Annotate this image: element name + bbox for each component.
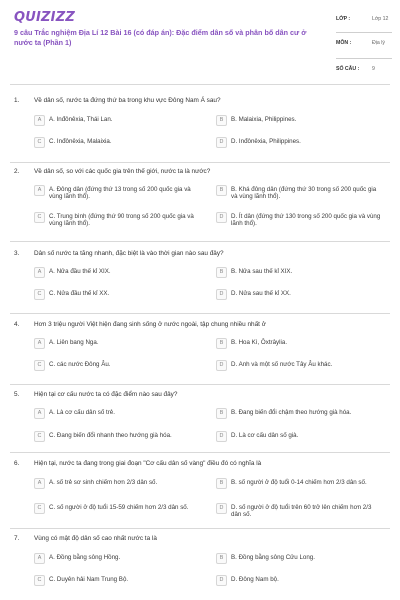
meta-label: MÔN : <box>336 40 352 46</box>
option-letter: D <box>216 360 227 371</box>
option-d[interactable] <box>216 289 384 302</box>
option-letter: D <box>216 575 227 586</box>
option-a[interactable] <box>34 553 202 566</box>
option-letter: A <box>34 185 45 196</box>
option-text: D. số người ở độ tuổi trên 60 trở lên chiếm hơn 2/3 dân số. <box>231 504 372 519</box>
option-c[interactable] <box>34 289 202 302</box>
option-text: B. Khá đông dân (đứng thứ 30 trong số 200 quốc gia và vùng lãnh thổ). <box>231 186 377 201</box>
option-text: D. Inđônêxia, Philippines. <box>231 138 301 145</box>
option-text: A. Là cơ cấu dân số trẻ. <box>49 409 115 416</box>
option-text: B. Hoa Kì, Ôxtrâylia. <box>231 339 288 346</box>
option-b[interactable] <box>216 553 384 566</box>
option-c[interactable] <box>34 212 202 231</box>
option-text: B. số người ở độ tuổi 0-14 chiếm hơn 2/3 dân số. <box>231 479 367 486</box>
option-a[interactable] <box>34 478 202 491</box>
meta-value: Lớp 12 <box>372 16 389 22</box>
question-text: Hiện tại cơ cấu nước ta có đặc điểm nào sau đây? <box>34 391 178 398</box>
option-c[interactable] <box>34 360 202 373</box>
option-letter: B <box>216 338 227 349</box>
option-text: A. số trẻ sơ sinh chiếm hơn 2/3 dân số. <box>49 479 158 486</box>
option-d[interactable] <box>216 360 384 373</box>
option-letter: D <box>216 431 227 442</box>
meta-label: SỐ CÂU : <box>336 66 360 72</box>
question-number: 4. <box>14 321 20 328</box>
option-letter: C <box>34 212 45 223</box>
option-c[interactable] <box>34 431 202 444</box>
option-letter: B <box>216 553 227 564</box>
option-text: B. Đang biến đổi chậm theo hướng già hóa. <box>231 409 352 416</box>
question-number: 6. <box>14 460 20 467</box>
option-a[interactable] <box>34 115 202 128</box>
option-text: C. số người ở độ tuổi 15-59 chiếm hơn 2/3 dân số. <box>49 504 189 511</box>
question-divider <box>10 452 390 453</box>
option-d[interactable] <box>216 137 384 150</box>
question-text: Về dân số, so với các quốc gia trên thế giới, nước ta là nước? <box>34 168 211 175</box>
option-a[interactable] <box>34 408 202 421</box>
question-text: Hiện tại, nước ta đang trong giai đoạn "Cơ cấu dân số vàng" điều đó có nghĩa là <box>34 460 262 467</box>
question-number: 1. <box>14 97 20 104</box>
option-d[interactable] <box>216 503 384 522</box>
meta-value: 9 <box>372 66 375 72</box>
document-title: 9 câu Trắc nghiệm Địa Lí 12 Bài 16 (có đáp án): Đặc điểm dân số và phân bố dân cư ở nước ta (Phần 1) <box>14 28 307 47</box>
question-divider <box>10 384 390 385</box>
option-text: B. Nửa sau thế kỉ XIX. <box>231 268 293 275</box>
meta-divider <box>336 32 392 33</box>
option-c[interactable] <box>34 575 202 588</box>
option-text: B. Malaixia, Philippines. <box>231 116 297 123</box>
option-d[interactable] <box>216 212 384 231</box>
option-letter: C <box>34 503 45 514</box>
meta-label: LỚP : <box>336 16 351 22</box>
option-b[interactable] <box>216 185 384 204</box>
question-text: Vùng có mật độ dân số cao nhất nước ta là <box>34 535 157 542</box>
option-text: D. Là cơ cấu dân số già. <box>231 432 299 439</box>
header-divider <box>10 84 390 85</box>
option-text: D. Đông Nam bộ. <box>231 576 279 583</box>
option-letter: B <box>216 408 227 419</box>
question-divider <box>10 528 390 529</box>
option-text: C. Nửa đầu thế kỉ XX. <box>49 290 110 297</box>
option-b[interactable] <box>216 267 384 280</box>
option-c[interactable] <box>34 137 202 150</box>
question-divider <box>10 162 390 163</box>
question-text: Hơn 3 triệu người Việt hiện đang sinh sống ở nước ngoài, tập chung nhiều nhất ở <box>34 321 266 328</box>
option-letter: C <box>34 360 45 371</box>
question-number: 3. <box>14 250 20 257</box>
question-divider <box>10 313 390 314</box>
option-c[interactable] <box>34 503 202 522</box>
option-text: C. Duyên hải Nam Trung Bộ. <box>49 576 129 583</box>
option-text: C. Đang biến đổi nhanh theo hướng già hóa. <box>49 432 172 439</box>
option-letter: A <box>34 338 45 349</box>
option-b[interactable] <box>216 408 384 421</box>
option-text: D. Nửa sau thế kỉ XX. <box>231 290 291 297</box>
option-letter: D <box>216 503 227 514</box>
option-a[interactable] <box>34 267 202 280</box>
question-number: 5. <box>14 391 20 398</box>
option-letter: C <box>34 431 45 442</box>
option-b[interactable] <box>216 338 384 351</box>
option-letter: C <box>34 289 45 300</box>
option-text: A. Nửa đầu thế kỉ XIX. <box>49 268 111 275</box>
option-a[interactable] <box>34 185 202 204</box>
option-text: D. Ít dân (đứng thứ 130 trong số 200 quốc gia và vùng lãnh thổ). <box>231 213 381 228</box>
option-text: A. Đông dân (đứng thứ 13 trong số 200 quốc gia và vùng lãnh thổ). <box>49 186 191 201</box>
option-letter: D <box>216 289 227 300</box>
option-letter: B <box>216 478 227 489</box>
question-number: 7. <box>14 535 20 542</box>
option-letter: A <box>34 267 45 278</box>
option-letter: D <box>216 137 227 148</box>
option-text: C. Trung bình (đứng thứ 90 trong số 200 quốc gia và vùng lãnh thổ). <box>49 213 194 228</box>
option-b[interactable] <box>216 478 384 491</box>
option-letter: B <box>216 185 227 196</box>
option-text: A. Liên bang Nga. <box>49 339 99 346</box>
question-divider <box>10 241 390 242</box>
option-letter: A <box>34 408 45 419</box>
meta-value: Địa lý <box>372 40 385 46</box>
document-header <box>0 0 400 88</box>
option-letter: A <box>34 478 45 489</box>
meta-divider <box>336 58 392 59</box>
option-letter: C <box>34 575 45 586</box>
option-letter: A <box>34 115 45 126</box>
question-number: 2. <box>14 168 20 175</box>
question-text: Về dân số, nước ta đứng thứ ba trong khu vực Đông Nam Á sau? <box>34 97 221 104</box>
option-b[interactable] <box>216 115 384 128</box>
option-text: A. Inđônêxia, Thái Lan. <box>49 116 113 123</box>
option-letter: B <box>216 267 227 278</box>
option-d[interactable] <box>216 575 384 588</box>
option-d[interactable] <box>216 431 384 444</box>
option-text: C. các nước Đông Âu. <box>49 361 111 368</box>
option-letter: D <box>216 212 227 223</box>
option-a[interactable] <box>34 338 202 351</box>
option-letter: C <box>34 137 45 148</box>
option-text: C. Inđônêxia, Malaixia. <box>49 138 112 145</box>
option-text: A. Đồng bằng sông Hồng. <box>49 554 121 561</box>
quizizz-logo: QUIZIZZ <box>14 10 75 25</box>
option-letter: A <box>34 553 45 564</box>
option-text: D. Anh và một số nước Tây Âu khác. <box>231 361 333 368</box>
option-letter: B <box>216 115 227 126</box>
option-text: B. Đồng bằng sông Cửu Long. <box>231 554 315 561</box>
question-text: Dân số nước ta tăng nhanh, đặc biệt là vào thời gian nào sau đây? <box>34 250 224 257</box>
